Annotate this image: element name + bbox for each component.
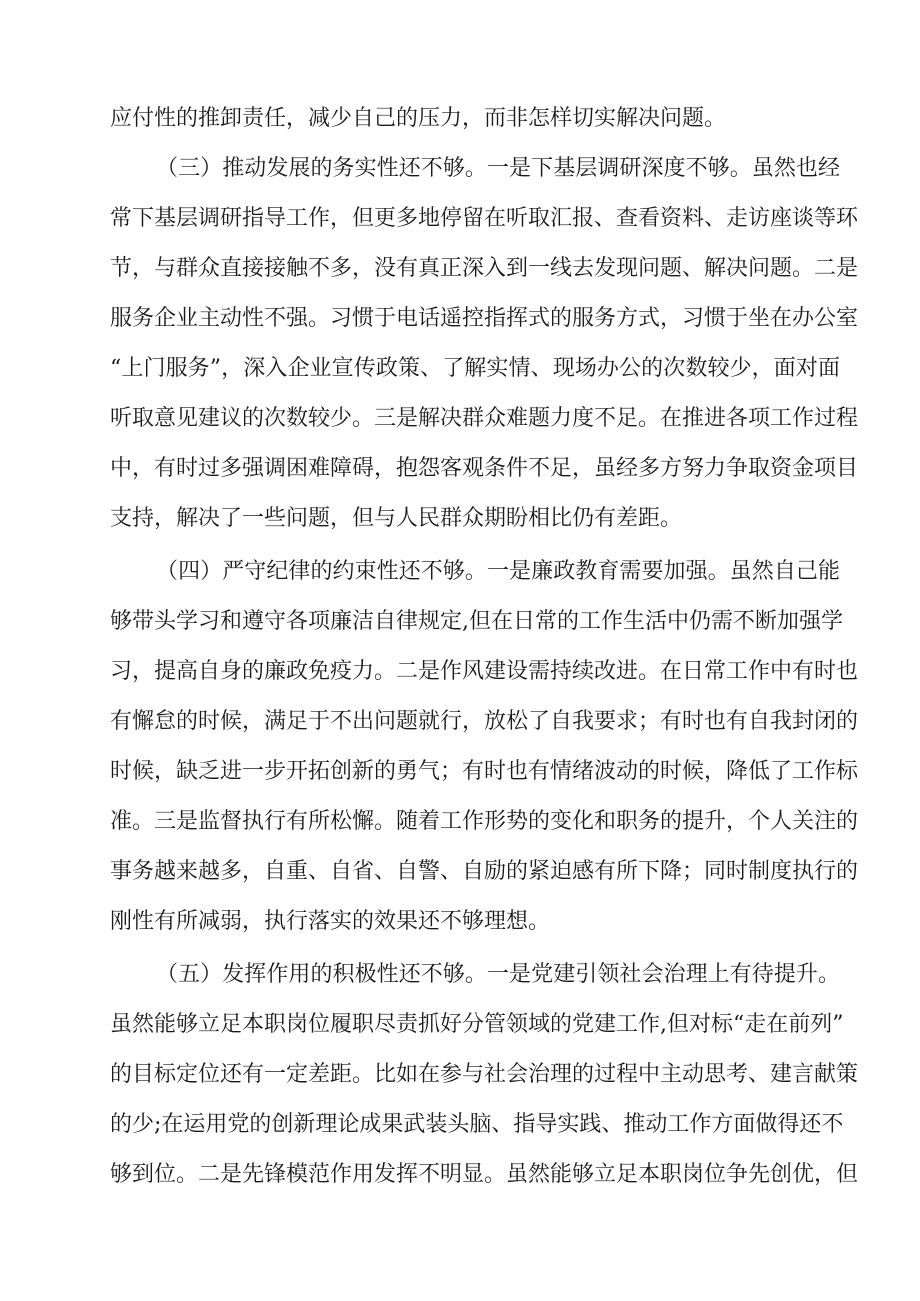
text-line-17: 刚性有所减弱，执行落实的效果还不够理想。 <box>110 909 551 934</box>
text-line-3: 常下基层调研指导工作，但更多地停留在听取汇报、查看资料、走访座谈等环 <box>110 206 859 231</box>
text-line-6: “上门服务”，深入企业宣传政策、了解实情、现场办公的次数较少，面对面 <box>110 356 840 381</box>
text-line-10: （四）严守纪律的约束性还不够。一是廉政教育需要加强。虽然自己能 <box>156 559 840 584</box>
text-line-7: 听取意见建议的次数较少。三是解决群众难题力度不足。在推进各项工作过程 <box>110 406 859 431</box>
text-line-12: 习，提高自身的廉政免疫力。二是作风建设需持续改进。在日常工作中有时也 <box>110 659 859 684</box>
text-line-9: 支持，解决了一些问题，但与人民群众期盼相比仍有差距。 <box>110 506 683 531</box>
text-line-22: 够到位。二是先锋模范作用发挥不明显。虽然能够立足本职岗位争先创优，但 <box>110 1162 859 1187</box>
text-line-16: 事务越来越多，自重、自省、自警、自励的紧迫感有所下降；同时制度执行的 <box>110 859 859 884</box>
text-line-11: 够带头学习和遵守各项廉洁自律规定,但在日常的工作生活中仍需不断加强学 <box>110 609 843 634</box>
text-line-14: 时候，缺乏进一步开拓创新的勇气；有时也有情绪波动的时候，降低了工作标 <box>110 759 859 784</box>
text-line-21: 的少;在运用党的创新理论成果武装头脑、指导实践、推动工作方面做得还不 <box>110 1112 844 1137</box>
text-line-8: 中，有时过多强调困难障碍，抱怨客观条件不足，虽经多方努力争取资金项目 <box>110 456 859 481</box>
text-line-5: 服务企业主动性不强。习惯于电话遥控指挥式的服务方式，习惯于坐在办公室 <box>110 306 859 331</box>
text-line-20: 的目标定位还有一定差距。比如在参与社会治理的过程中主动思考、建言献策 <box>110 1062 859 1087</box>
text-line-19: 虽然能够立足本职岗位履职尽责抓好分管领域的党建工作,但对标“走在前列” <box>110 1012 844 1037</box>
text-line-13: 有懈怠的时候，满足于不出问题就行，放松了自我要求；有时也有自我封闭的 <box>110 709 859 734</box>
text-line-2: （三）推动发展的务实性还不够。一是下基层调研深度不够。虽然也经 <box>156 156 840 181</box>
text-line-18: （五）发挥作用的积极性还不够。一是党建引领社会治理上有待提升。 <box>156 962 840 987</box>
text-line-1: 应付性的推卸责任，减少自己的压力，而非怎样切实解决问题。 <box>110 106 727 131</box>
text-line-15: 准。三是监督执行有所松懈。随着工作形势的变化和职务的提升，个人关注的 <box>110 809 859 834</box>
text-line-4: 节，与群众直接接触不多，没有真正深入到一线去发现问题、解决问题。二是 <box>110 256 859 281</box>
